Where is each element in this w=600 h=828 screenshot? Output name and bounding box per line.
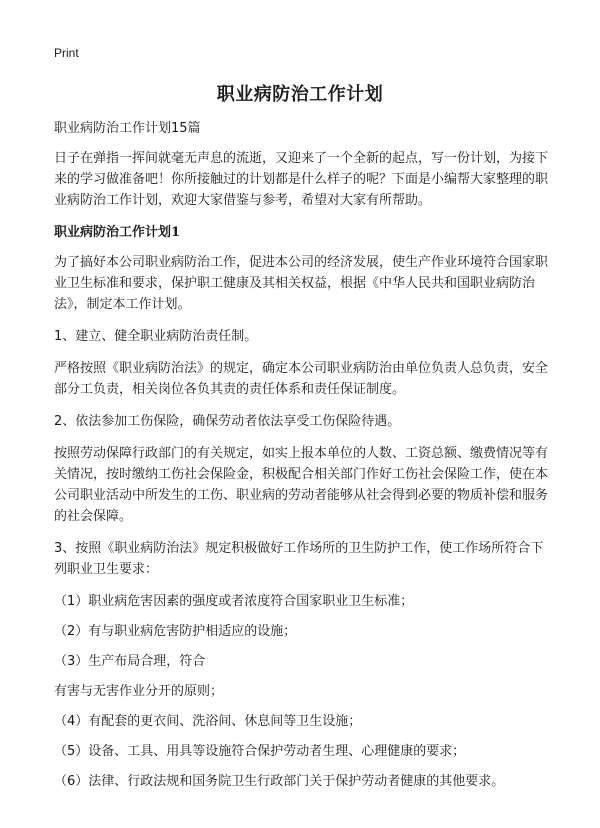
paragraph-insurance: 按照劳动保障行政部门的有关规定，如实上报本单位的人数、工资总额、缴费情况等有关情况，按时缴纳工伤社会保险金，积极配合相关部门作好工伤社会保险工作，使在本公司职业活动中所发生的工伤、职业病的劳动者能够从社会得到必要的物质补偿和服务的社会保障。	[54, 446, 549, 524]
paragraph-item-1: 1、建立、健全职业病防治责任制。	[54, 329, 258, 344]
paragraph-item-2: 2、依法参加工伤保险，确保劳动者依法享受工伤保险待遇。	[54, 414, 401, 429]
intro-paragraph: 日子在弹指一挥间就毫无声息的流逝，又迎来了一个全新的起点，写一份计划，为接下来的学习做准备吧！你所接触过的计划都是什么样子的呢？下面是小编帮大家整理的职业病防治工作计划，欢迎大家借鉴与参考，希望对大家有所帮助。	[54, 151, 549, 208]
paragraph-item-3: 3、按照《职业病防治法》规定积极做好工作场所的卫生防护工作，使工作场所符合下列职业卫生要求：	[54, 541, 544, 577]
requirement-3-continued: 有害与无害作业分开的原则；	[54, 684, 224, 699]
requirement-4: （4）有配套的更衣间、洗浴间、休息间等卫生设施；	[54, 714, 362, 729]
requirement-6: （6）法律、行政法规和国务院卫生行政部门关于保护劳动者健康的其他要求。	[54, 774, 505, 789]
paragraph-responsibility: 严格按照《职业病防治法》的规定，确定本公司职业病防治由单位负责人总负责，安全部分工负责，相关岗位各负其责的责任体系和责任保证制度。	[54, 361, 549, 397]
paragraph-purpose: 为了搞好本公司职业病防治工作，促进本公司的经济发展，使生产作业环境符合国家职业卫生标准和要求，保护职工健康及其相关权益，根据《中华人民共和国职业病防治法》，制定本工作计划。	[54, 255, 549, 312]
requirement-3: （3）生产布局合理，符合	[54, 654, 206, 669]
requirement-2: （2）有与职业病危害防护相适应的设施；	[54, 624, 297, 639]
document-title: 职业病防治工作计划	[216, 84, 384, 105]
requirement-1: （1）职业病危害因素的强度或者浓度符合国家职业卫生标准；	[54, 594, 414, 609]
print-link[interactable]: Print	[54, 46, 79, 60]
requirement-5: （5）设备、工具、用具等设施符合保护劳动者生理、心理健康的要求；	[54, 744, 466, 759]
section-heading: 职业病防治工作计划1	[54, 225, 181, 240]
document-body	[54, 118, 550, 801]
document-subtitle: 职业病防治工作计划15篇	[54, 121, 201, 136]
